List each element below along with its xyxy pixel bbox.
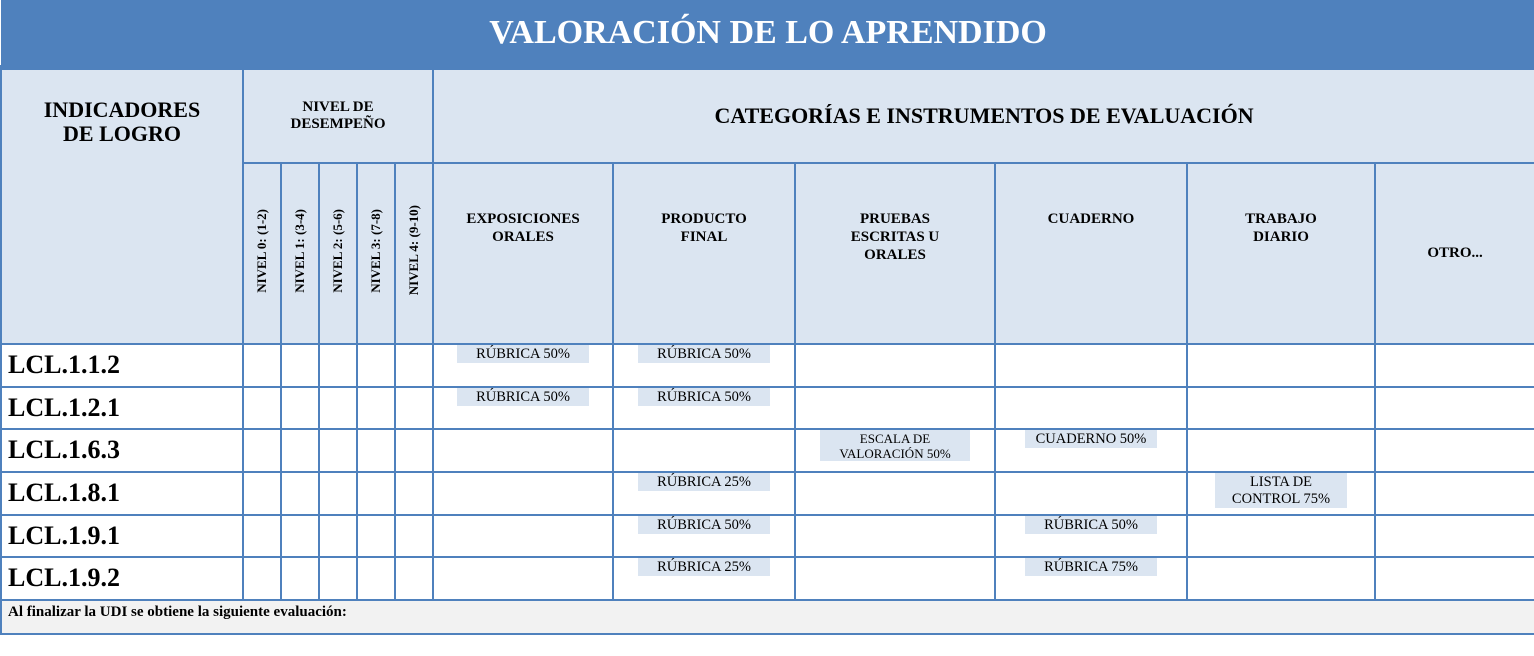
- value-cell: RÚBRICA 50%: [433, 344, 613, 387]
- nivel-desempeno-label: NIVEL DE DESEMPEÑO: [290, 98, 386, 132]
- indicadores-header-label: INDICADORES DE LOGRO: [43, 97, 201, 146]
- value-cell: RÚBRICA 50%: [995, 515, 1187, 557]
- value-cell: [795, 387, 995, 429]
- col-header-producto: PRODUCTO FINAL: [613, 163, 795, 344]
- nivel-2-header: NIVEL 2: (5-6): [319, 163, 357, 344]
- value-cell: [1375, 429, 1534, 472]
- value-cell: [433, 515, 613, 557]
- value-cell: [1375, 387, 1534, 429]
- value-cell: [795, 557, 995, 600]
- nivel-3-header: NIVEL 3: (7-8): [357, 163, 395, 344]
- level-cell[interactable]: [357, 515, 395, 557]
- level-cell[interactable]: [319, 429, 357, 472]
- indicator-code: LCL.1.9.1: [1, 515, 243, 557]
- value-cell: [1375, 515, 1534, 557]
- level-cell[interactable]: [395, 472, 433, 515]
- level-cell[interactable]: [395, 515, 433, 557]
- value-cell: [613, 429, 795, 472]
- value-cell: [1187, 557, 1375, 600]
- indicator-code: LCL.1.6.3: [1, 429, 243, 472]
- level-cell[interactable]: [243, 472, 281, 515]
- value-cell: RÚBRICA 25%: [613, 472, 795, 515]
- value-cell: [1187, 515, 1375, 557]
- value-cell: [1375, 344, 1534, 387]
- level-cell[interactable]: [243, 344, 281, 387]
- level-cell[interactable]: [243, 387, 281, 429]
- value-cell: RÚBRICA 25%: [613, 557, 795, 600]
- value-cell: RÚBRICA 50%: [613, 515, 795, 557]
- value-cell: [1375, 557, 1534, 600]
- nivel-1-header: NIVEL 1: (3-4): [281, 163, 319, 344]
- value-cell: [795, 515, 995, 557]
- level-cell[interactable]: [281, 387, 319, 429]
- indicator-code: LCL.1.2.1: [1, 387, 243, 429]
- level-cell[interactable]: [281, 557, 319, 600]
- col-header-cuaderno: CUADERNO: [995, 163, 1187, 344]
- value-cell: RÚBRICA 50%: [433, 387, 613, 429]
- level-cell[interactable]: [357, 429, 395, 472]
- level-cell[interactable]: [281, 472, 319, 515]
- value-cell: RÚBRICA 50%: [613, 387, 795, 429]
- level-cell[interactable]: [395, 557, 433, 600]
- table-row: [1, 472, 1534, 515]
- nivel-desempeno-header: [243, 68, 433, 163]
- categorias-header: CATEGORÍAS E INSTRUMENTOS DE EVALUACIÓN: [433, 68, 1534, 163]
- level-cell[interactable]: [357, 472, 395, 515]
- level-cell[interactable]: [319, 472, 357, 515]
- value-cell: [1187, 387, 1375, 429]
- level-cell[interactable]: [281, 515, 319, 557]
- value-cell: RÚBRICA 50%: [613, 344, 795, 387]
- col-header-pruebas: PRUEBAS ESCRITAS U ORALES: [795, 163, 995, 344]
- value-cell: LISTA DE CONTROL 75%: [1187, 472, 1375, 515]
- value-cell: [433, 429, 613, 472]
- indicator-code: LCL.1.1.2: [1, 344, 243, 387]
- footer-note: Al finalizar la UDI se obtiene la siguiente evaluación:: [1, 600, 1534, 634]
- table-row: [1, 515, 1534, 557]
- nivel-0-header: NIVEL 0: (1-2): [243, 163, 281, 344]
- table-row: [1, 557, 1534, 600]
- value-cell: [433, 472, 613, 515]
- value-cell: [1187, 429, 1375, 472]
- table-row: [1, 387, 1534, 429]
- value-cell: ESCALA DE VALORACIÓN 50%: [795, 429, 995, 472]
- value-cell: [795, 344, 995, 387]
- value-cell: CUADERNO 50%: [995, 429, 1187, 472]
- value-cell: [795, 472, 995, 515]
- level-cell[interactable]: [319, 344, 357, 387]
- level-cell[interactable]: [243, 515, 281, 557]
- indicadores-header: [1, 68, 243, 344]
- level-cell[interactable]: [243, 429, 281, 472]
- level-cell[interactable]: [395, 429, 433, 472]
- value-cell: RÚBRICA 75%: [995, 557, 1187, 600]
- level-cell[interactable]: [319, 557, 357, 600]
- indicator-code: LCL.1.8.1: [1, 472, 243, 515]
- level-cell[interactable]: [357, 557, 395, 600]
- level-cell[interactable]: [243, 557, 281, 600]
- indicator-code: LCL.1.9.2: [1, 557, 243, 600]
- value-cell: [995, 387, 1187, 429]
- col-header-trabajo: TRABAJO DIARIO: [1187, 163, 1375, 344]
- col-header-otro: OTRO...: [1375, 163, 1534, 344]
- level-cell[interactable]: [281, 344, 319, 387]
- nivel-4-header: NIVEL 4: (9-10): [395, 163, 433, 344]
- level-cell[interactable]: [357, 387, 395, 429]
- level-cell[interactable]: [319, 387, 357, 429]
- value-cell: [1375, 472, 1534, 515]
- table-row: [1, 429, 1534, 472]
- value-cell: [995, 472, 1187, 515]
- level-cell[interactable]: [357, 344, 395, 387]
- table-row: [1, 344, 1534, 387]
- level-cell[interactable]: [319, 515, 357, 557]
- level-cell[interactable]: [395, 387, 433, 429]
- value-cell: [995, 344, 1187, 387]
- col-header-exposiciones: EXPOSICIONES ORALES: [433, 163, 613, 344]
- value-cell: [433, 557, 613, 600]
- level-cell[interactable]: [395, 344, 433, 387]
- value-cell: [1187, 344, 1375, 387]
- page-title: VALORACIÓN DE LO APRENDIDO: [1, 1, 1534, 68]
- level-cell[interactable]: [281, 429, 319, 472]
